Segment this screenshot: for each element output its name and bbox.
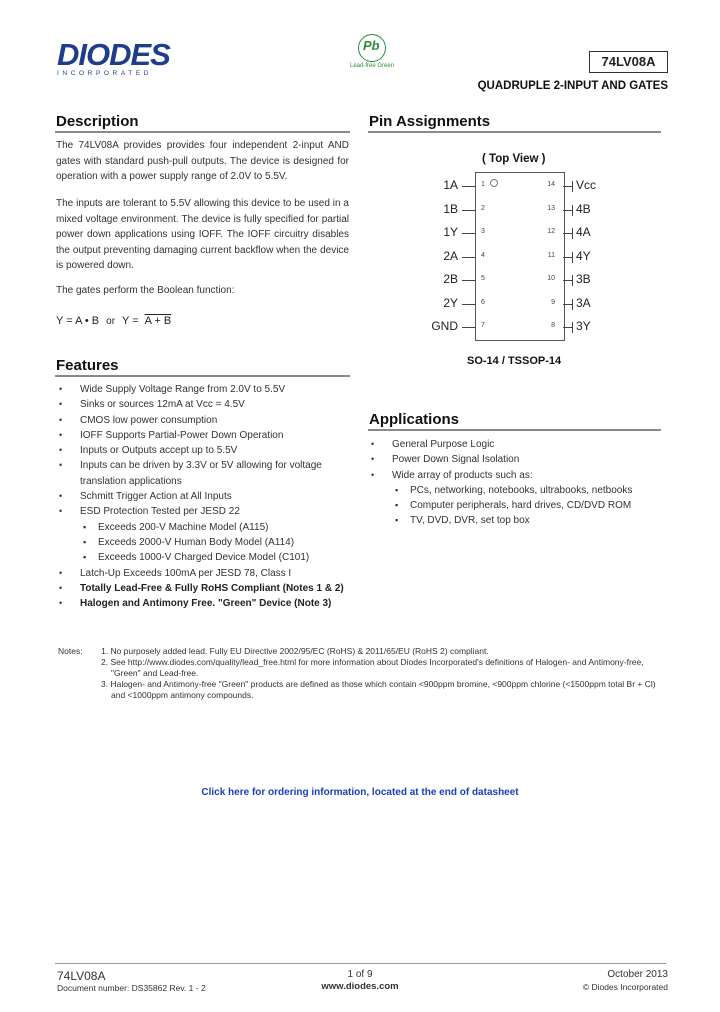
- pin-lead: [563, 304, 572, 305]
- pin-number-right: 10: [547, 275, 555, 282]
- feature-text: Totally Lead-Free & Fully RoHS Compliant (Notes 1 & 2): [80, 582, 344, 594]
- bullet-icon: •: [59, 429, 63, 440]
- bullet-icon: ▪: [83, 521, 87, 532]
- formula-y: Y =: [121, 315, 139, 327]
- pin-number-left: 2: [481, 204, 485, 212]
- pin-number-right: 12: [547, 228, 555, 235]
- feature-item: [59, 382, 350, 397]
- feature-item: [59, 458, 350, 473]
- feature-item: [59, 413, 350, 428]
- pin-number-left: 6: [481, 298, 485, 306]
- application-text: Power Down Signal Isolation: [392, 454, 520, 466]
- application-item: [392, 513, 662, 528]
- feature-text: Latch-Up Exceeds 100mA per JESD 78, Class I: [80, 567, 292, 579]
- feature-text: Exceeds 2000-V Human Body Model (A114): [98, 536, 295, 548]
- formula-nor: A + B: [144, 315, 172, 327]
- lead-free-caption: Lead-free Green: [349, 63, 395, 69]
- features-divider: [55, 375, 350, 377]
- bullet-icon: •: [59, 582, 63, 593]
- pin-lead: [563, 257, 572, 258]
- footer-website-link[interactable]: www.diodes.com: [321, 981, 399, 992]
- feature-item: [59, 581, 350, 596]
- feature-text: Wide Supply Voltage Range from 2.0V to 5.5V: [80, 384, 286, 395]
- pin-label-right: 3B: [576, 272, 591, 286]
- pin-lead-tick: [572, 181, 573, 192]
- pin-number-right: 14: [547, 181, 555, 188]
- pin-label-left: 2A: [443, 248, 458, 263]
- pin-lead-tick: [572, 299, 573, 310]
- feature-text: ESD Protection Tested per JESD 22: [80, 506, 240, 518]
- pin-number-left: 7: [481, 322, 485, 329]
- feature-text: Inputs or Outputs accept up to 5.5V: [80, 445, 238, 457]
- pin-label-left: 2Y: [443, 295, 458, 310]
- pin-label-right: 3A: [576, 295, 591, 310]
- pin-label-right: 3Y: [576, 319, 591, 333]
- boolean-formula: [56, 315, 171, 327]
- bullet-icon: •: [59, 384, 63, 394]
- package-label: SO-14 / TSSOP-14: [467, 355, 562, 367]
- pin-label-right: 4A: [576, 225, 591, 239]
- feature-item: [59, 504, 350, 519]
- footer-part-number: 74LV08A: [57, 969, 106, 983]
- bullet-icon: •: [59, 399, 63, 410]
- pin-lead: [462, 304, 475, 305]
- pin-lead-tick: [572, 205, 573, 216]
- pin-label-left: 1A: [443, 178, 458, 192]
- applications-title: Applications: [369, 411, 460, 428]
- bullet-icon: ▪: [83, 536, 87, 547]
- pin-lead-tick: [572, 322, 573, 333]
- footer-divider: [55, 963, 666, 964]
- pin-lead: [462, 327, 475, 328]
- description-paragraph-1: The 74LV08A provides provides four independent 2-input AND gates with standard push-pull outputs. The device is designed for operation with a power supply range of 2.0V to 5.5V.: [56, 140, 349, 182]
- feature-item: [80, 474, 350, 489]
- bullet-icon: •: [371, 454, 375, 465]
- bullet-icon: ▪: [395, 515, 399, 526]
- application-text: Wide array of products such as:: [392, 469, 533, 481]
- feature-text: Sinks or sources 12mA at Vcc = 4.5V: [80, 399, 245, 411]
- pin-number-left: 3: [481, 228, 485, 235]
- feature-item: [59, 397, 350, 412]
- bullet-icon: •: [59, 414, 63, 425]
- logo-subtext: INCORPORATED: [57, 70, 153, 77]
- application-item: [371, 437, 662, 452]
- feature-item: [59, 489, 350, 504]
- pin-lead: [563, 186, 572, 187]
- notes-label: Notes:: [58, 646, 83, 656]
- bullet-icon: •: [59, 506, 63, 517]
- applications-list: [371, 437, 662, 529]
- pin-lead: [462, 233, 475, 234]
- bullet-icon: ▪: [83, 552, 87, 563]
- pin-number-left: 4: [481, 251, 485, 259]
- pin-lead-tick: [572, 252, 573, 263]
- feature-item: [59, 566, 350, 581]
- pin-number-right: 8: [551, 322, 555, 329]
- pin-label-left: 2B: [443, 272, 458, 286]
- feature-text: IOFF Supports Partial-Power Down Operation: [80, 429, 284, 441]
- application-item: [371, 452, 662, 467]
- pin-label-left: 1Y: [443, 225, 458, 239]
- pin-number-right: 11: [547, 251, 555, 259]
- top-view-label: ( Top View ): [482, 153, 546, 165]
- bullet-icon: ▪: [395, 484, 399, 495]
- footer-doc-number: Document number: DS35862 Rev. 1 - 2: [57, 983, 206, 993]
- description-paragraph-3: The gates perform the Boolean function:: [56, 285, 235, 296]
- application-text: TV, DVD, DVR, set top box: [410, 515, 530, 527]
- pin-assignments-divider: [368, 131, 661, 133]
- note-1: 1. No purposely added lead. Fully EU Directive 2002/95/EC (RoHS) & 2011/65/EU (RoHS 2) compliant.: [101, 646, 489, 656]
- pin-lead: [563, 280, 572, 281]
- pin-lead: [462, 280, 475, 281]
- bullet-icon: ▪: [395, 500, 399, 511]
- formula-and: Y = A • B: [56, 315, 100, 327]
- note-2-cont: "Green" and Lead-free.: [111, 668, 199, 678]
- feature-item: [80, 520, 350, 535]
- feature-item: [80, 550, 350, 565]
- bullet-icon: •: [59, 567, 63, 578]
- feature-item: [80, 535, 350, 550]
- note-3: 3. Halogen- and Antimony-free "Green" products are defined as those which contain <900ppm bromine, <900ppm chlorine (<1500ppm total Br + Cl): [101, 679, 656, 689]
- feature-item: [59, 443, 350, 458]
- pb-symbol: Pb: [363, 38, 380, 53]
- pin-lead: [462, 257, 475, 258]
- application-text: General Purpose Logic: [392, 439, 495, 450]
- bullet-icon: •: [371, 469, 375, 480]
- pin-lead: [563, 233, 572, 234]
- pin-lead-tick: [572, 275, 573, 286]
- application-text: Computer peripherals, hard drives, CD/DVD ROM: [410, 500, 632, 512]
- lead-free-badge: [342, 34, 402, 69]
- pin-lead: [462, 186, 475, 187]
- feature-text: translation applications: [80, 475, 182, 487]
- pin-lead: [462, 210, 475, 211]
- pin-lead-tick: [572, 228, 573, 239]
- pin-lead: [563, 327, 572, 328]
- feature-text: CMOS low power consumption: [80, 414, 218, 426]
- pin-label-right: 4B: [576, 201, 591, 216]
- pin-number-left: 1: [481, 181, 485, 188]
- bullet-icon: •: [59, 598, 63, 609]
- pin-label-right: Vcc: [576, 178, 597, 192]
- feature-text: Exceeds 200-V Machine Model (A115): [98, 521, 269, 533]
- logo-text: DIODES: [57, 37, 170, 72]
- formula-or: or: [106, 316, 116, 327]
- application-item: [392, 483, 662, 498]
- feature-text: Inputs can be driven by 3.3V or 5V allowing for voltage: [80, 460, 322, 472]
- application-item: [392, 498, 662, 513]
- diodes-logo: [57, 37, 192, 80]
- applications-divider: [368, 429, 661, 431]
- description-divider: [55, 131, 350, 133]
- pin1-marker-icon: [490, 179, 498, 187]
- application-item: [371, 468, 662, 483]
- ordering-info-link[interactable]: Click here for ordering information, located at the end of datasheet: [201, 787, 519, 798]
- document-subtitle: QUADRUPLE 2-INPUT AND GATES: [477, 80, 668, 92]
- footer-copyright: © Diodes Incorporated: [582, 982, 668, 992]
- bullet-icon: •: [59, 491, 63, 502]
- feature-text: Schmitt Trigger Action at All Inputs: [80, 491, 232, 503]
- description-title: Description: [56, 113, 139, 130]
- pin-lead: [563, 210, 572, 211]
- description-paragraph-2: The inputs are tolerant to 5.5V allowing this device to be used in a mixed voltage environment. The device is fully specified for partial power down applications using IOFF. The IOFF circuitry disables the output preventing damaging current backflow when the device is powered down.: [56, 198, 349, 271]
- pin-number-left: 5: [481, 275, 485, 282]
- pin-label-left: GND: [431, 319, 458, 333]
- part-number-box: 74LV08A: [589, 51, 668, 73]
- note-3-cont: and <1000ppm antimony compounds.: [111, 690, 254, 700]
- pin-label-right: 4Y: [576, 248, 591, 263]
- footer-date: October 2013: [607, 969, 668, 980]
- pin-number-right: 13: [547, 204, 555, 212]
- pin-number-right: 9: [551, 298, 555, 306]
- footer-page: 1 of 9: [347, 969, 373, 980]
- features-title: Features: [56, 357, 119, 374]
- application-text: PCs, networking, notebooks, ultrabooks, netbooks: [410, 484, 633, 496]
- bullet-icon: •: [59, 445, 63, 456]
- note-2: 2. See http://www.diodes.com/quality/lead_free.html for more information about Diodes Incorporated's definitions of Halogen- and Antimony-free,: [101, 657, 644, 667]
- features-list: [59, 382, 350, 611]
- pin-assignments-title: Pin Assignments: [369, 113, 491, 130]
- feature-item: [59, 596, 350, 611]
- feature-item: [59, 428, 350, 443]
- feature-text: Halogen and Antimony Free. "Green" Device (Note 3): [80, 598, 332, 610]
- feature-text: Exceeds 1000-V Charged Device Model (C101): [98, 552, 310, 564]
- bullet-icon: •: [371, 439, 375, 449]
- leaf-icon: [358, 34, 386, 62]
- pin-label-left: 1B: [443, 201, 458, 216]
- notes-block: [101, 646, 666, 701]
- bullet-icon: •: [59, 460, 63, 471]
